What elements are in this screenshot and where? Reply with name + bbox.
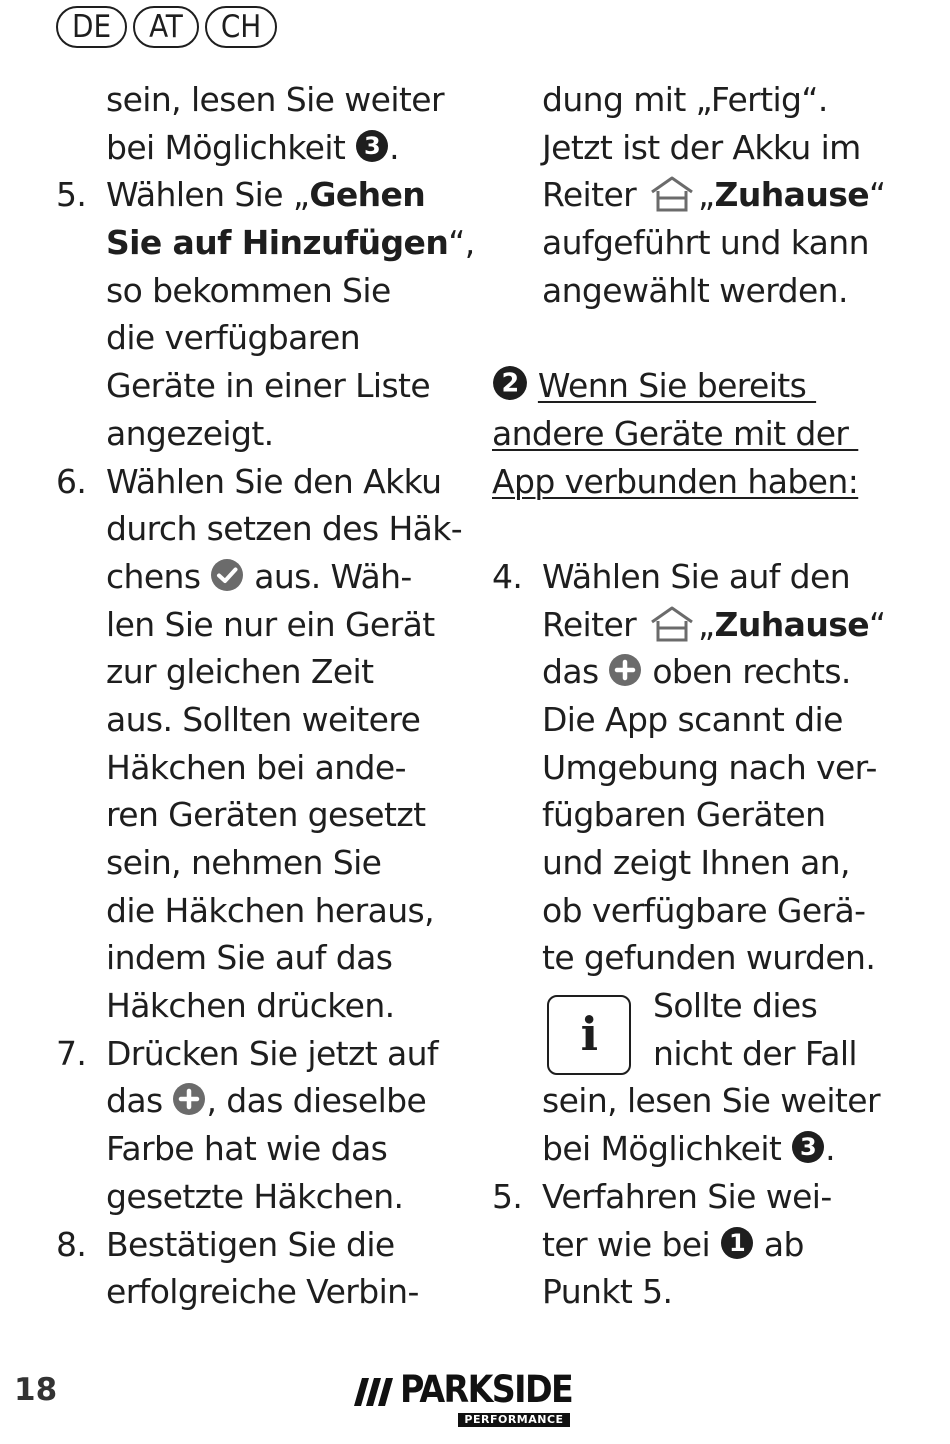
circled-number-one-icon bbox=[720, 1226, 754, 1260]
text-line: andere Geräte mit der bbox=[492, 413, 859, 453]
step-5 bbox=[492, 1173, 922, 1316]
text-line: das , das dieselbe bbox=[106, 1081, 427, 1121]
brand-subtitle: PERFORMANCE bbox=[458, 1413, 570, 1427]
plus-circle-icon bbox=[608, 653, 642, 687]
text-line: indem Sie auf das bbox=[106, 938, 393, 978]
text-line: 4. Wählen Sie auf den bbox=[492, 556, 851, 596]
text-line: Umgebung nach ver- bbox=[542, 747, 877, 787]
text-line: durch setzen des Häk- bbox=[106, 509, 463, 549]
text-line: 7. Drücken Sie jetzt auf bbox=[56, 1033, 438, 1073]
right-column bbox=[492, 76, 922, 1316]
text-line: len Sie nur ein Gerät bbox=[106, 604, 435, 644]
text-line: Geräte in einer Liste bbox=[106, 366, 431, 406]
text-line: aus. Sollten weitere bbox=[106, 699, 421, 739]
text-line: fügbaren Geräten bbox=[542, 795, 826, 835]
text-line: chens aus. Wäh- bbox=[106, 556, 412, 596]
text-line: 5. Wählen Sie „Gehen bbox=[56, 175, 426, 215]
text-line: nicht der Fall bbox=[653, 1033, 857, 1073]
circled-number-three-icon bbox=[791, 1130, 825, 1164]
info-icon: i bbox=[547, 995, 631, 1075]
text-line: sein, lesen Sie weiter bbox=[542, 1081, 880, 1121]
svg-text:1: 1 bbox=[728, 1228, 746, 1257]
text-line: Farbe hat wie das bbox=[106, 1129, 388, 1169]
option-two-heading bbox=[492, 362, 922, 505]
step-5 bbox=[56, 171, 475, 457]
text-line: ob verfügbare Gerä- bbox=[542, 890, 866, 930]
text-line: ren Geräten gesetzt bbox=[106, 795, 426, 835]
text-line: Sie auf Hinzufügen“, bbox=[106, 223, 475, 263]
text-line: ter wie bei 1 ab bbox=[542, 1224, 804, 1264]
text-line: aufgeführt und kann bbox=[542, 223, 869, 263]
parkside-logo bbox=[352, 1368, 574, 1432]
step-6 bbox=[56, 458, 471, 1030]
home-icon bbox=[648, 604, 696, 644]
country-badge-de: DE bbox=[56, 6, 127, 48]
text-line: sein, lesen Sie weiter bbox=[106, 80, 444, 119]
text-line: bei Möglichkeit 3 . bbox=[106, 127, 400, 167]
svg-text:3: 3 bbox=[364, 131, 381, 160]
step-7 bbox=[56, 1030, 471, 1221]
step-4 bbox=[492, 553, 922, 1173]
text-line: 6. Wählen Sie den Akku bbox=[56, 461, 442, 501]
text-line: te gefunden wurden. bbox=[542, 938, 876, 978]
text-line: App verbunden haben: bbox=[492, 461, 859, 501]
text-line: sein, nehmen Sie bbox=[106, 843, 382, 882]
slashes-logo-icon bbox=[354, 1376, 398, 1408]
text-line: so bekommen Sie bbox=[106, 270, 391, 310]
text-line: Punkt 5. bbox=[542, 1272, 673, 1312]
step-8 bbox=[56, 1221, 471, 1316]
country-badge-ch: CH bbox=[205, 6, 277, 48]
country-badges bbox=[56, 6, 277, 48]
home-icon bbox=[648, 174, 696, 214]
text-line: dung mit „Fertig“. bbox=[542, 80, 828, 119]
circled-number-three-icon bbox=[355, 129, 389, 163]
svg-text:2: 2 bbox=[501, 367, 519, 398]
text-line: 5. Verfahren Sie wei- bbox=[492, 1176, 832, 1216]
text-line: erfolgreiche Verbin- bbox=[106, 1272, 419, 1312]
text-line: das oben rechts. bbox=[542, 652, 851, 692]
text-line: angewählt werden. bbox=[542, 270, 848, 310]
text-line: gesetzte Häkchen. bbox=[106, 1176, 404, 1216]
text-line: Reiter „Zuhause“ bbox=[542, 175, 886, 215]
text-line: die Häkchen heraus, bbox=[106, 890, 435, 930]
text-line: und zeigt Ihnen an, bbox=[542, 843, 850, 882]
text-line: 8. Bestätigen Sie die bbox=[56, 1224, 395, 1264]
text-line: Jetzt ist der Akku im bbox=[542, 127, 861, 167]
plus-circle-icon bbox=[172, 1082, 206, 1116]
text-line: zur gleichen Zeit bbox=[106, 652, 374, 692]
text-line: bei Möglichkeit 3 . bbox=[542, 1129, 836, 1169]
text-line: Häkchen drücken. bbox=[106, 986, 395, 1026]
svg-text:3: 3 bbox=[800, 1133, 817, 1162]
left-column bbox=[56, 76, 475, 1316]
text-line: 2 Wenn Sie bereits bbox=[492, 362, 922, 410]
info-note bbox=[492, 982, 922, 1077]
page-number: 18 bbox=[14, 1372, 58, 1408]
text-line: Die App scannt die bbox=[542, 699, 843, 739]
circled-number-two-icon bbox=[492, 365, 528, 401]
country-badge-at: AT bbox=[133, 6, 199, 48]
check-circle-icon bbox=[210, 558, 244, 592]
brand-name: PARKSIDE bbox=[400, 1368, 573, 1411]
text-line: angezeigt. bbox=[106, 413, 274, 453]
text-line: Häkchen bei ande- bbox=[106, 747, 406, 787]
text-line: Reiter „Zuhause“ bbox=[542, 604, 886, 644]
text-line: die verfügbaren bbox=[106, 318, 361, 358]
text-line: Sollte dies bbox=[653, 986, 818, 1026]
